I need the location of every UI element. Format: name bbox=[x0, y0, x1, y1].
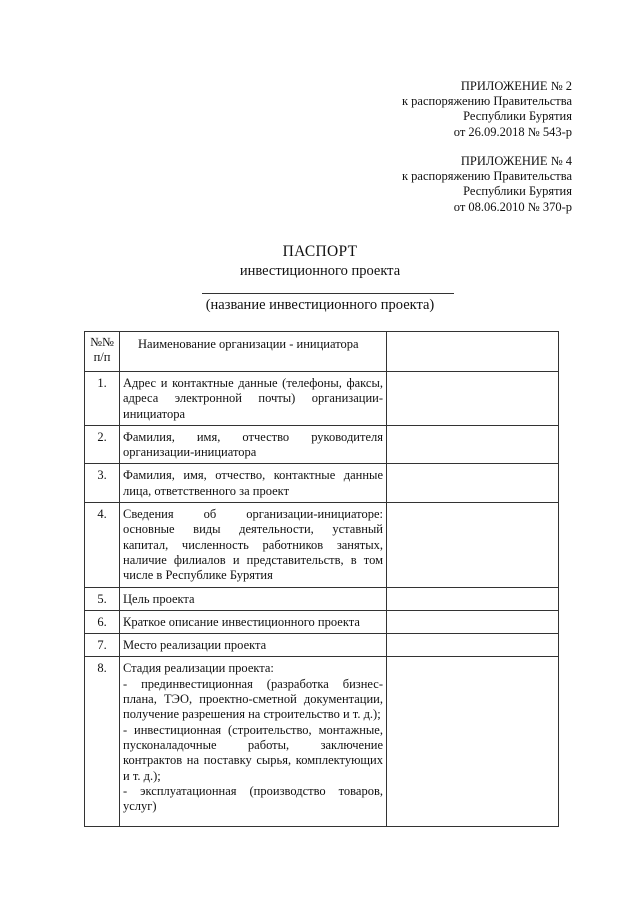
appendix-label: ПРИЛОЖЕНИЕ № 4 bbox=[460, 154, 572, 168]
row-value-cell[interactable] bbox=[387, 425, 559, 464]
row-description: Сведения об организации-инициаторе: основные виды деятельности, уставный капитал, численность работников занятых, наличие филиалов и представительств, в том числе в Республике Бурятия bbox=[120, 503, 387, 587]
row-number: 2. bbox=[85, 425, 120, 464]
passport-table bbox=[84, 331, 559, 827]
appendix-date-number: от 08.06.2010 № 370-р bbox=[453, 199, 572, 214]
stage-operational: - эксплуатационная (производство товаров, услуг) bbox=[123, 783, 383, 814]
appendix-block-original bbox=[402, 154, 572, 215]
row-number: 7. bbox=[85, 634, 120, 657]
table-row bbox=[85, 587, 559, 610]
row-value-cell[interactable] bbox=[387, 503, 559, 587]
table-row bbox=[85, 634, 559, 657]
stage-heading: Стадия реализации проекта: bbox=[123, 661, 274, 676]
stage-pre-investment: - прединвестиционная (разработка бизнес-плана, ТЭО, проектно-сметной документации, получение разрешения на строительство и т. д.); bbox=[123, 676, 383, 722]
document-subtitle: инвестиционного проекта bbox=[239, 263, 401, 279]
stage-investment: - инвестиционная (строительство, монтажные, пусконаладочные работы, заключение контрактов на поставку сырья, комплектующих и т. д.); bbox=[123, 722, 383, 783]
row-number: 3. bbox=[85, 464, 120, 503]
organization-name-value[interactable] bbox=[387, 332, 559, 372]
row-number: 1. bbox=[85, 372, 120, 426]
appendix-block-current bbox=[402, 79, 572, 140]
row-value-cell[interactable] bbox=[387, 587, 559, 610]
project-name-blank-line bbox=[202, 293, 454, 294]
row-value-cell[interactable] bbox=[387, 372, 559, 426]
row-description: Фамилия, имя, отчество руководителя организации-инициатора bbox=[120, 425, 387, 464]
appendix-date-number: от 26.09.2018 № 543-р bbox=[453, 124, 572, 139]
row-description bbox=[120, 657, 387, 827]
row-value-cell[interactable] bbox=[387, 610, 559, 633]
appendix-ref-line: к распоряжению Правительства bbox=[401, 94, 572, 109]
table-row bbox=[85, 464, 559, 503]
row-description: Краткое описание инвестиционного проекта bbox=[120, 610, 387, 633]
appendix-ref-line: Республики Бурятия bbox=[463, 109, 572, 124]
table-row bbox=[85, 610, 559, 633]
table-row bbox=[85, 372, 559, 426]
project-name-caption: (название инвестиционного проекта) bbox=[205, 297, 435, 313]
row-number: 6. bbox=[85, 610, 120, 633]
row-number: 8. bbox=[85, 657, 120, 827]
row-number: 5. bbox=[85, 587, 120, 610]
row-description: Фамилия, имя, отчество, контактные данные лица, ответственного за проект bbox=[120, 464, 387, 503]
appendix-label: ПРИЛОЖЕНИЕ № 2 bbox=[460, 79, 572, 93]
row-description: Цель проекта bbox=[120, 587, 387, 610]
organization-name-label: Наименование организации - инициатора bbox=[120, 332, 387, 372]
appendix-ref-line: Республики Бурятия bbox=[463, 184, 572, 199]
table-row bbox=[85, 425, 559, 464]
row-value-cell[interactable] bbox=[387, 657, 559, 827]
row-description: Место реализации проекта bbox=[120, 634, 387, 657]
appendix-ref-line: к распоряжению Правительства bbox=[401, 169, 572, 184]
row-value-cell[interactable] bbox=[387, 634, 559, 657]
table-header-row bbox=[85, 332, 559, 372]
table-row bbox=[85, 657, 559, 827]
row-value-cell[interactable] bbox=[387, 464, 559, 503]
row-description: Адрес и контактные данные (телефоны, факсы, адреса электронной почты) организации-инициатора bbox=[120, 372, 387, 426]
document-title: ПАСПОРТ bbox=[282, 243, 358, 260]
row-number: 4. bbox=[85, 503, 120, 587]
number-column-header: №№ п/п bbox=[85, 332, 120, 372]
table-row bbox=[85, 503, 559, 587]
